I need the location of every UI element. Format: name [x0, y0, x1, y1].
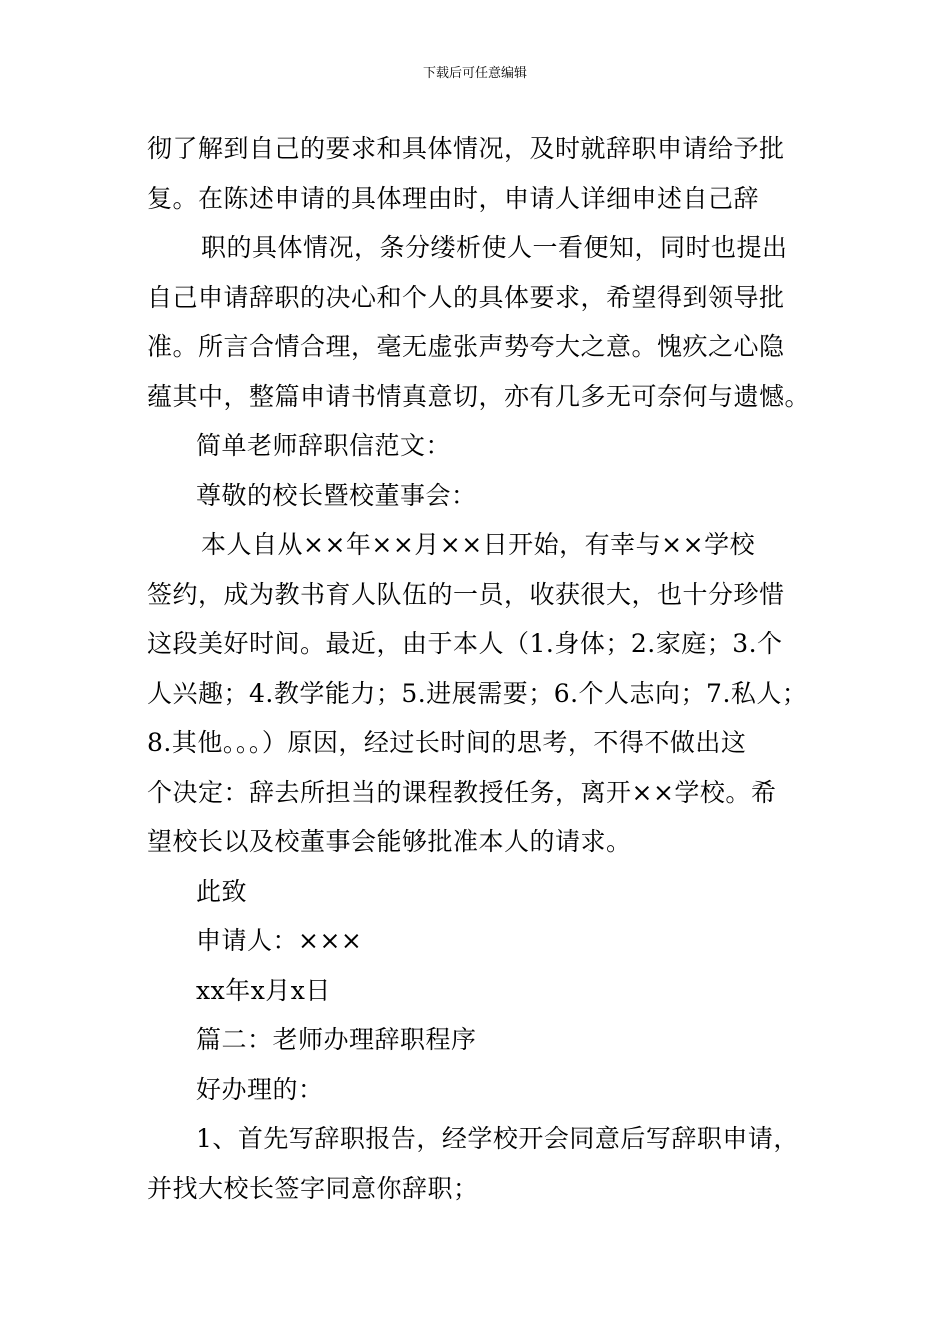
list-item: 1、首先写辞职报告，经学校开会同意后写辞职申请， [196, 1124, 799, 1153]
document-body [147, 124, 817, 1213]
text-line: 这段美好时间。最近，由于本人（1.身体；2.家庭；3.个 [147, 629, 783, 658]
section-heading: 篇二：老师办理辞职程序 [196, 1025, 477, 1054]
salutation: 尊敬的校长暨校董事会： [196, 480, 477, 510]
text-line: 彻了解到自己的要求和具体情况，及时就辞职申请给予批 [147, 134, 785, 163]
text-line: 好办理的： [196, 1074, 324, 1104]
text-line: 蕴其中，整篇申请书情真意切，亦有几多无可奈何与遗憾。 [147, 381, 811, 411]
text-line: 自己申请辞职的决心和个人的具体要求，希望得到领导批 [147, 282, 785, 312]
text-line: 个决定：辞去所担当的课程教授任务，离开××学校。希 [147, 777, 777, 807]
text-line: 8.其他。。。）原因，经过长时间的思考，不得不做出这 [147, 728, 747, 757]
page-header: 下载后可任意编辑 [422, 66, 527, 81]
text-line: 本人自从××年××月××日开始，有幸与××学校 [201, 530, 756, 559]
date-line: xx年x月x日 [196, 975, 331, 1005]
text-line: 并找大校长签字同意你辞职； [147, 1173, 479, 1203]
text-line: 复。在陈述申请的具体理由时，申请人详细申述自己辞 [147, 183, 760, 213]
applicant-line: 申请人：××× [196, 926, 363, 955]
section-heading: 简单老师辞职信范文： [196, 431, 452, 460]
closing-line: 此致 [196, 876, 248, 906]
text-line: 人兴趣；4.教学能力；5.进展需要；6.个人志向；7.私人； [147, 678, 808, 708]
text-line: 望校长以及校董事会能够批准本人的请求。 [147, 827, 632, 856]
text-line: 准。所言合情合理，毫无虚张声势夸大之意。愧疚之心隐 [147, 332, 785, 361]
text-line: 签约，成为教书育人队伍的一员，收获很大，也十分珍惜 [147, 579, 785, 609]
text-line: 职的具体情况，条分缕析使人一看便知，同时也提出 [201, 233, 788, 262]
